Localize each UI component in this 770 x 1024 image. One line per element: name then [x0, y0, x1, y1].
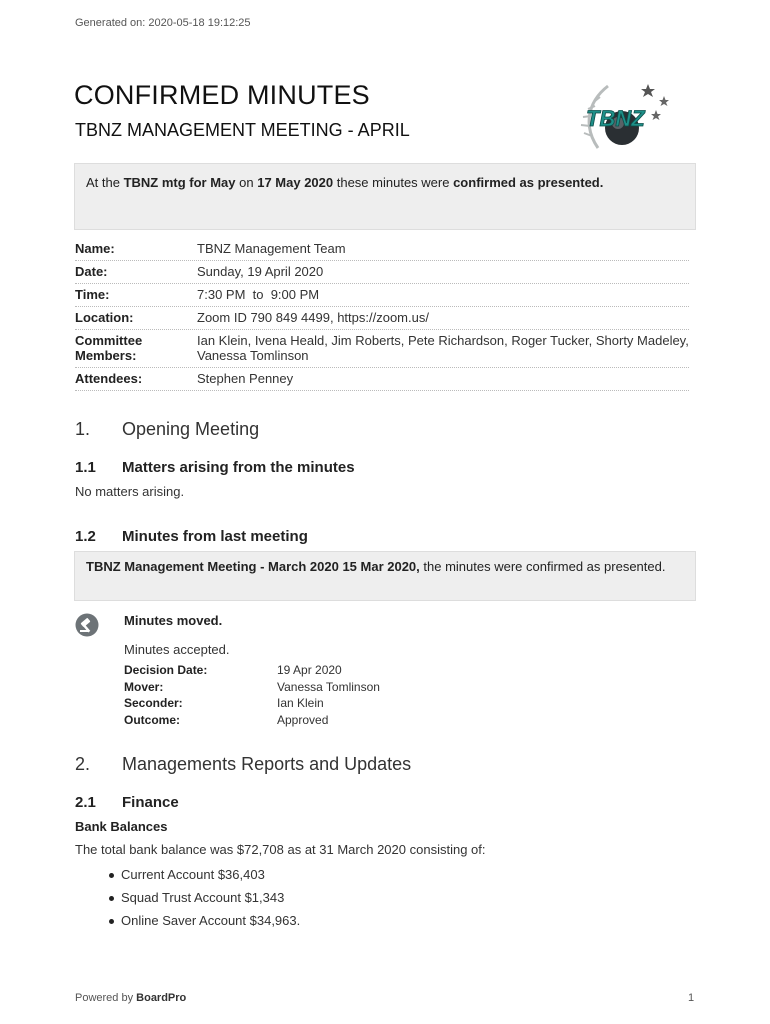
detail-row-date: Date: Sunday, 19 April 2020	[75, 261, 689, 284]
list-item: Current Account $36,403	[107, 863, 300, 886]
decision-row: Decision Date: 19 Apr 2020	[124, 663, 342, 677]
page-title: CONFIRMED MINUTES	[74, 80, 370, 110]
account-list	[107, 863, 300, 932]
subsection-heading-matters: 1.1 Matters arising from the minutes	[75, 459, 355, 476]
decision-row: Outcome: Approved	[124, 712, 329, 727]
generated-timestamp: Generated on: 2020-05-18 19:12:25	[75, 17, 251, 29]
decision-row: Seconder: Ian Klein	[124, 696, 324, 710]
bank-balances-text: The total bank balance was $72,708 as at 31 March 2020 consisting of:	[75, 842, 486, 857]
section-heading-opening: 1. Opening Meeting	[75, 419, 260, 439]
detail-row-attendees: Attendees: Stephen Penney	[75, 368, 689, 391]
motion-result: Minutes accepted.	[124, 642, 230, 657]
list-item: Squad Trust Account $1,343	[107, 886, 300, 909]
subsection-heading-finance: 2.1 Finance	[75, 794, 179, 811]
detail-row-name: Name: TBNZ Management Team	[75, 238, 689, 261]
previous-minutes-reference: TBNZ Management Meeting - March 2020 15 Mar 2020, the minutes were confirmed as presented.	[74, 551, 696, 601]
detail-row-committee: Committee Members: Ian Klein, Ivena Heald, Jim Roberts, Pete Richardson, Roger Tucker, Shorty Madeley, Vanessa Tomlinson	[75, 330, 689, 368]
decision-details	[124, 662, 380, 728]
meeting-details	[75, 238, 689, 391]
list-item: Online Saver Account $34,963.	[107, 909, 300, 932]
confirmation-notice: At the TBNZ mtg for May on 17 May 2020 these minutes were confirmed as presented.	[74, 163, 696, 230]
motion-title: Minutes moved.	[124, 613, 223, 628]
tbnz-logo-icon	[578, 78, 674, 156]
matters-text: No matters arising.	[75, 484, 185, 499]
section-heading-reports: 2. Managements Reports and Updates	[75, 754, 412, 774]
subsection-heading-minutes: 1.2 Minutes from last meeting	[75, 528, 308, 545]
page-number: 1	[688, 992, 695, 1004]
decision-row: Mover: Vanessa Tomlinson	[124, 679, 380, 694]
gavel-icon	[75, 613, 99, 637]
page-subtitle: TBNZ MANAGEMENT MEETING - APRIL	[75, 120, 410, 140]
logo-text: TBNZ	[586, 106, 645, 131]
detail-row-location: Location: Zoom ID 790 849 4499, https://zoom.us/	[75, 307, 689, 330]
footer-powered-by: Powered by BoardPro	[75, 992, 187, 1004]
detail-row-time: Time: 7:30 PM to 9:00 PM	[75, 284, 689, 307]
bank-balances-heading: Bank Balances	[75, 819, 168, 834]
